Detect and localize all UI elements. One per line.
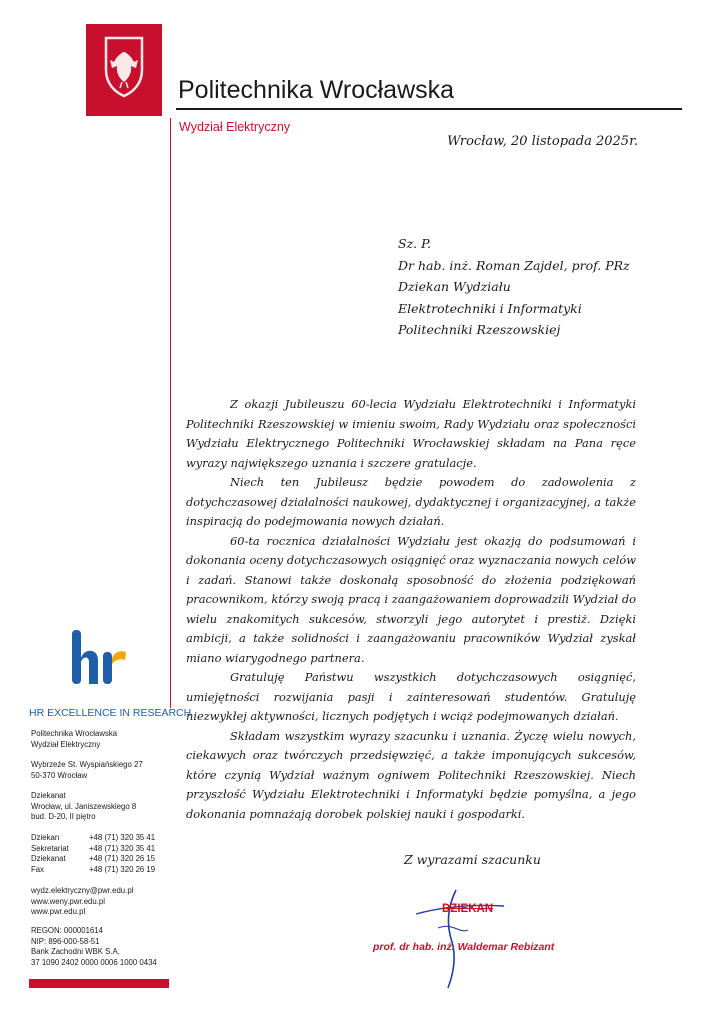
office-line: Wrocław, ul. Janiszewskiego 8 — [31, 801, 137, 811]
recipient-line: Politechniki Rzeszowskiej — [398, 322, 561, 337]
footer-bar — [29, 979, 169, 988]
recipient-line: Dr hab. inż. Roman Zajdel, prof. PRz — [398, 257, 630, 273]
contact-phone[interactable]: +48 (71) 320 26 19 — [89, 864, 156, 874]
address-line: Politechnika Wrocławska — [31, 729, 118, 738]
sidebar-bank — [31, 926, 157, 968]
signer-name: prof. dr hab. inż. Waldemar Rebizant — [373, 941, 555, 953]
bank-account: 37 1090 2402 0000 0006 1000 0434 — [31, 957, 157, 967]
letter-date: Wrocław, 20 listopada 2025r. — [447, 134, 638, 149]
office-line: bud. D-20, II piętro — [31, 812, 96, 821]
bank-name: Bank Zachodni WBK S.A. — [31, 947, 120, 956]
signature-scribble — [408, 884, 538, 994]
sidebar-web — [31, 886, 133, 918]
contact-label: Fax — [31, 864, 44, 874]
recipient-line: Sz. P. — [398, 236, 431, 251]
header-divider — [176, 108, 682, 110]
email-link[interactable]: wydz.elektryczny@pwr.edu.pl — [31, 886, 134, 895]
contact-label: Dziekan — [31, 833, 60, 842]
street-line: 50-370 Wrocław — [31, 770, 88, 780]
university-logo — [86, 24, 162, 116]
website-link[interactable]: www.pwr.edu.pl — [31, 907, 86, 916]
contact-label: Dziekanat — [31, 854, 66, 863]
letter-body — [186, 395, 636, 824]
street-line: Wybrzeże St. Wyspiańskiego 27 — [31, 760, 143, 769]
recipient-block — [398, 233, 630, 341]
recipient-line: Dziekan Wydziału — [398, 279, 511, 294]
hr-excellence-caption: HR EXCELLENCE IN RESEARCH — [29, 707, 192, 719]
address-line: Wydział Elektryczny — [31, 739, 101, 749]
contact-phone[interactable]: +48 (71) 320 35 41 — [89, 833, 156, 842]
contact-phone[interactable]: +48 (71) 320 26 15 — [89, 854, 156, 863]
contact-row — [31, 865, 155, 876]
regon-line: REGON: 000001614 — [31, 926, 103, 935]
contact-row — [31, 854, 155, 865]
university-name: Politechnika Wrocławska — [178, 76, 455, 104]
body-paragraph: Składam wszystkim wyrazy szacunku i uznania. Życzę wielu nowych, ciekawych oraz twórczych przedsięwzięć, a także imponujących sukcesów, które czynią Wydział ważnym ogniwem Politechniki Rzeszowskiej. Niech przyszłość Wydziału Elektrotechniki i Informatyki będzie pomyślna, a jego dokonania pomnażają dorobek polskiej nauki i gospodarki. — [186, 728, 636, 821]
faculty-name: Wydział Elektryczny — [179, 120, 291, 134]
contact-label: Sekretariat — [31, 843, 69, 853]
body-paragraph: Z okazji Jubileuszu 60-lecia Wydziału Elektrotechniki i Informatyki Politechniki Rzeszowskiej w imieniu swoim, Rady Wydziału oraz społeczności Wydziału Elektrycznego Politechniki Wrocławskiej składam na Pana ręce wyrazy największego uznania i szczere gratulacje. — [186, 397, 636, 470]
recipient-line: Elektrotechniki i Informatyki — [398, 300, 582, 316]
sidebar-contacts — [31, 833, 155, 875]
contact-phone[interactable]: +48 (71) 320 35 41 — [89, 843, 156, 853]
office-line: Dziekanat — [31, 791, 66, 800]
body-paragraph: Niech ten Jubileusz będzie powodem do zadowolenia z dotychczasowej działalności naukowej, dydaktycznej i organizacyjnej, a także inspiracją do podejmowania nowych działań. — [186, 475, 636, 528]
sidebar-address — [31, 729, 117, 750]
nip-line: NIP: 896-000-58-51 — [31, 936, 100, 946]
sidebar-street — [31, 760, 143, 781]
hr-logo-mark — [70, 624, 130, 688]
body-paragraph: 60-ta rocznica działalności Wydziału jest okazją do podsumowań i dokonania oceny dotychczasowych osiągnięć oraz wyznaczania nowych celów i zadań. Stanowi także doskonałą sposobność do złożenia podziękowań pracownikom, którzy swoją pracą i zaangażowaniem doprowadzili Wydział do wielu znakomitych sukcesów, stworzyli jego autorytet i prestiż. Dzięki ambicji, a także solidności i zaangażowaniu pracowników Wydział zyskał miano wiarygodnego partnera. — [186, 533, 636, 665]
margin-line — [170, 118, 171, 708]
website-link[interactable]: www.weny.pwr.edu.pl — [31, 896, 105, 906]
contact-row — [31, 844, 155, 855]
sidebar-office — [31, 791, 136, 823]
dean-stamp: DZIEKAN — [442, 903, 494, 915]
hr-excellence-logo — [70, 624, 130, 688]
eagle-crest-icon — [86, 24, 162, 116]
closing-phrase: Z wyrazami szacunku — [404, 852, 541, 867]
body-paragraph: Gratuluję Państwu wszystkich dotychczasowych osiągnięć, umiejętności rozwijania pasji i zainteresowań studentów. Gratuluję niezwykłej aktywności, licznych podjętych i wciąż podejmowanych działań. — [186, 670, 636, 723]
contact-row — [31, 833, 155, 844]
